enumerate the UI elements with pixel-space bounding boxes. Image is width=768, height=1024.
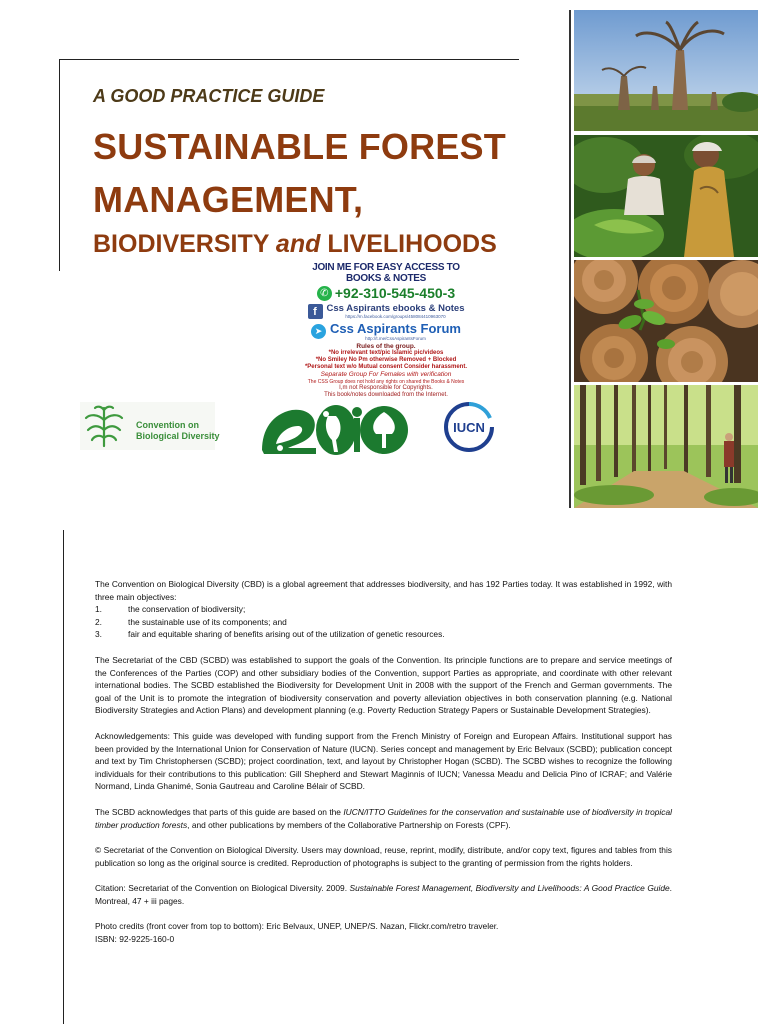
copyright-paragraph: © Secretariat of the Convention on Biological Diversity. Users may download, reuse, reprint, modify, distribute, and/or copy text, figures and tables from this publication so long as the original source is credited. Reproduction of photographs is subject to the granting of permission from the rights holders. (95, 845, 672, 868)
list-text: the conservation of biodiversity; (128, 604, 246, 615)
list-text: the sustainable use of its components; and (128, 616, 287, 627)
cover-frame-top (59, 59, 519, 60)
watermark-facebook-row[interactable] (296, 303, 476, 319)
list-item (95, 616, 672, 629)
cbd-logo-line2: Biological Diversity (136, 431, 220, 441)
watermark-disclaimer: The CSS Group does not hold any rights on shared the Books & Notes (307, 379, 465, 385)
sources-text-post: , and other publications by members of the Collaborative Partnership on Forests (CPF). (187, 819, 511, 830)
watermark-phone-row[interactable] (296, 285, 476, 301)
citation-title: Sustainable Forest Management, Biodiversity and Livelihoods: A Good Practice Guide (349, 883, 670, 894)
watermark-heading: JOIN ME FOR EASY ACCESS TO BOOKS & NOTES (312, 262, 460, 284)
watermark-rule: *No Smiley No Pm otherwise Removed + Blocked (315, 357, 457, 363)
sources-paragraph (95, 806, 672, 831)
watermark-rules-title: Rules of the group. (356, 343, 416, 350)
cover-photo-people (574, 135, 758, 257)
list-item (95, 603, 672, 616)
list-item (95, 628, 672, 641)
cover-frame-left (59, 59, 60, 271)
list-number: 1. (95, 604, 102, 615)
watermark-phone: +92-310-545-450-3 (334, 285, 456, 301)
citation-paragraph (95, 882, 672, 907)
cbd-logo-line1: Convention on (136, 420, 199, 430)
watermark-facebook-url: https://m.facebook.com/groups/458084410963070 (345, 314, 446, 319)
watermark-separate-group: Separate Group For Females with verification (320, 371, 452, 378)
secretariat-paragraph: The Secretariat of the CBD (SCBD) was established to support the goals of the Convention. Its principle functions are to prepare and service meetings of the Conferences of the Parties (COP) and other subsidiary bodies of the Convention, support Parties as appropriate, and coordinate with other relevant international bodies. The SCBD established the Biodiversity for Development Unit in 2008 with the support of the French and German governments. The goal of the Unit is to promote the integration of biodiversity conservation and poverty alleviation objectives in both conservation planning (e.g. National Biodiversity Strategies and Action Plans) and development planning (e.g. Poverty Reduction Strategy Papers or Sustainable Development Strategies). (95, 654, 672, 716)
watermark-forum-url: http://t.me/CssAspirantsForum (365, 336, 426, 341)
iucn-logo (444, 402, 494, 452)
cover-title-line2: MANAGEMENT, (93, 179, 364, 220)
citation-text-post: . Montreal, 47 + iii pages. (95, 883, 672, 906)
iucn-logo-text: IUCN (453, 420, 485, 435)
cover-photo-baobab (574, 10, 758, 131)
facebook-icon: f (308, 304, 323, 319)
watermark-disclaimer: I,m not Responsible for Copyrights. (339, 385, 433, 391)
whatsapp-icon: ✆ (317, 286, 332, 301)
cover-eyebrow: A GOOD PRACTICE GUIDE (93, 86, 325, 106)
title-and: and (275, 230, 321, 258)
title-biodiversity: BIODIVERSITY (93, 230, 276, 258)
title-livelihoods: LIVELIHOODS (320, 230, 497, 258)
telegram-icon: ➤ (311, 324, 326, 339)
objectives-list (95, 603, 672, 641)
cover-title-line3 (93, 230, 497, 259)
cover-frame-right (569, 10, 571, 508)
sources-text-pre: The SCBD acknowledges that parts of this guide are based on the (95, 806, 344, 817)
watermark-telegram-row[interactable] (296, 321, 476, 341)
photo-credits: Photo credits (front cover from top to bottom): Eric Belvaux, UNEP, UNEP/S. Nazan, Flickr.com/retro traveler. (95, 921, 499, 932)
watermark-block (296, 262, 476, 399)
watermark-rule: *Personal text w/o Mutual consent Consider harassment. (304, 364, 468, 370)
list-number: 2. (95, 616, 102, 627)
cover-photo-logs (574, 260, 758, 382)
acknowledgements-paragraph: Acknowledgements: This guide was developed with funding support from the French Ministry of Foreign and European Affairs. Institutional support has been provided by the International Union for Conservation of Nature (IUCN). Series concept and management by Eric Belvaux (SCBD); publication concept and text by Tim Christophersen (SCBD); project coordination, text, and layout by Christopher Hogan (SCBD). The SCBD wishes to recognize the following individuals for their contributions to this publication: Gill Shepherd and Stewart Maginnis of IUCN; Vanessa Meadu and Delicia Pino of ICRAF; and Valérie Normand, Linda Ghanimé, Sonia Gautreau and Caroline Bélair of SCBD. (95, 730, 672, 792)
watermark-forum-label: Css Aspirants Forum (330, 321, 461, 336)
watermark-facebook-label: Css Aspirants ebooks & Notes (326, 303, 465, 314)
sources-guideline-title: IUCN/ITTO Guidelines for the conservation and sustainable use of biodiversity in tropical timber production forests (95, 806, 672, 830)
cbd-logo-text (136, 420, 220, 442)
cbd-intro-paragraph: The Convention on Biological Diversity (CBD) is a global agreement that addresses biodiversity, and has 192 Parties today. It was established in 1992, with three main objectives: (95, 579, 672, 602)
citation-text-pre: Citation: Secretariat of the Convention on Biological Diversity. 2009. (95, 883, 350, 894)
watermark-disclaimer: This book/notes downloaded from the Internet. (324, 392, 448, 398)
cover-title-line1: SUSTAINABLE FOREST (93, 126, 506, 167)
list-number: 3. (95, 629, 102, 640)
watermark-rule: *No irrelevant text/pic Islamic pic/videos (328, 350, 444, 356)
isbn: ISBN: 92-9225-160-0 (95, 934, 175, 945)
colophon-text (95, 578, 672, 946)
biodiversity-2010-logo (258, 400, 408, 456)
cover-photo-forest-path (574, 385, 758, 508)
list-text: fair and equitable sharing of benefits arising out of the utilization of genetic resources. (128, 629, 445, 640)
page-margin-rule (63, 530, 64, 1024)
